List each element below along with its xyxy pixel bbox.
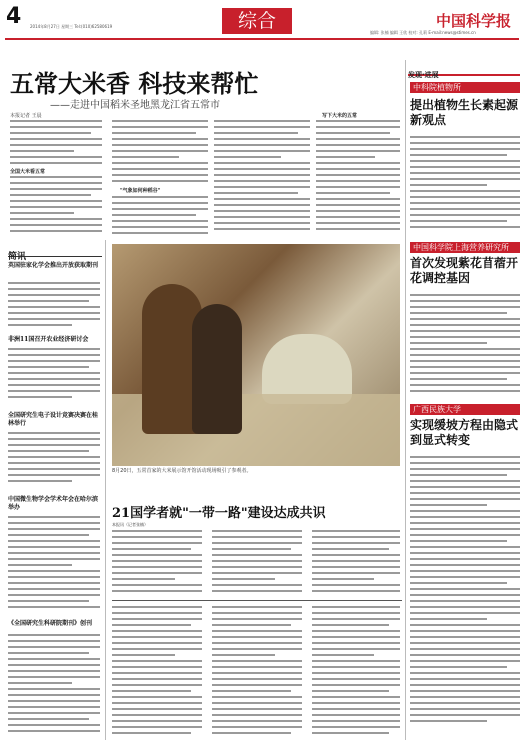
contact-line: 编辑: 张楠 编辑 王欣 校对: 孔莉 E-mail:news@stimes.cn [370, 30, 476, 35]
news-tag: 中国科学院上海营养研究所 [410, 242, 520, 253]
brief-item-title: 英国驻家化学会推出开放获取期刊 [8, 262, 99, 269]
lead-body-column-3 [214, 120, 310, 238]
column-rule [405, 60, 406, 740]
lead-mid-subtitle: "气象如何种稻谷" [120, 188, 161, 194]
lead-body-column-2 [112, 120, 208, 186]
news-headline: 实现缓坡方程由隐式到显式转变 [410, 418, 519, 447]
lead-body-column-4 [316, 120, 400, 238]
section-banner [222, 8, 292, 34]
right-column-title: 发现·进展 [408, 71, 439, 79]
second-body-column-1 [112, 530, 202, 596]
brief-item-body [8, 634, 100, 740]
date-line: 2014年8月27日 星期三 Tel:(010)62580619 [30, 24, 113, 29]
brief-item-body [8, 348, 100, 408]
second-byline: 本报讯（记者张楠） [112, 522, 148, 527]
lead-right-subtitle: 写下大米的五常 [322, 113, 358, 119]
lead-body-column-1b [10, 176, 102, 238]
lead-body-column-1 [10, 120, 102, 166]
news-body [410, 456, 520, 740]
lower-body-column-2 [212, 606, 302, 740]
right-column-header [408, 62, 520, 79]
news-tag: 中科院植物所 [410, 82, 520, 93]
second-body-column-3 [312, 530, 400, 596]
brief-header [8, 244, 102, 262]
lower-body-column-1 [112, 606, 202, 740]
visitor-figure [192, 304, 242, 434]
lead-byline: 本报记者 王晨 [10, 113, 42, 119]
lead-body-column-2b [112, 196, 208, 238]
second-headline: 21国学者就"一带一路"建设达成共识 [112, 506, 326, 521]
brief-item-title: 全国研究生电子设计竞赛决赛在桂林举行 [8, 412, 99, 427]
section-title: 综合 [237, 10, 276, 32]
news-body [410, 136, 520, 234]
news-headline: 提出植物生长素起源新观点 [410, 98, 519, 127]
page-number: 4 [6, 4, 22, 29]
brief-item-title: 非洲11国召开农业经济研讨会 [8, 336, 89, 343]
brief-item-title: 《全国研究生科研院期刊》创刊 [8, 620, 93, 627]
lead-photo [112, 244, 400, 466]
lead-subheadline: ——走进中国稻米圣地黑龙江省五常市 [50, 100, 220, 111]
paper-name: 中国科学报 [436, 12, 512, 30]
column-rule [105, 240, 106, 740]
brief-item-body [8, 432, 100, 492]
header-rule [5, 38, 519, 40]
news-body [410, 294, 520, 398]
section-divider [112, 600, 402, 601]
brief-item-body [8, 516, 100, 616]
lead-headline: 五常大米香 科技来帮忙 [10, 69, 259, 98]
brief-title: 简讯 [8, 252, 27, 262]
lower-body-column-3 [312, 606, 400, 740]
second-body-column-2 [212, 530, 302, 596]
lead-subtitle-left: 全国大米看五常 [10, 169, 46, 175]
brief-item-body [8, 282, 100, 332]
photo-caption: 8月20日，五常首家的大米展示馆开馆活动现场吸引了参观者。 [112, 468, 252, 474]
news-headline: 首次发现紫花苜蓿开花调控基因 [410, 256, 519, 285]
brief-item-title: 中国微生物学会学术年会在哈尔滨举办 [8, 496, 99, 511]
news-tag: 广西民族大学 [410, 404, 520, 415]
